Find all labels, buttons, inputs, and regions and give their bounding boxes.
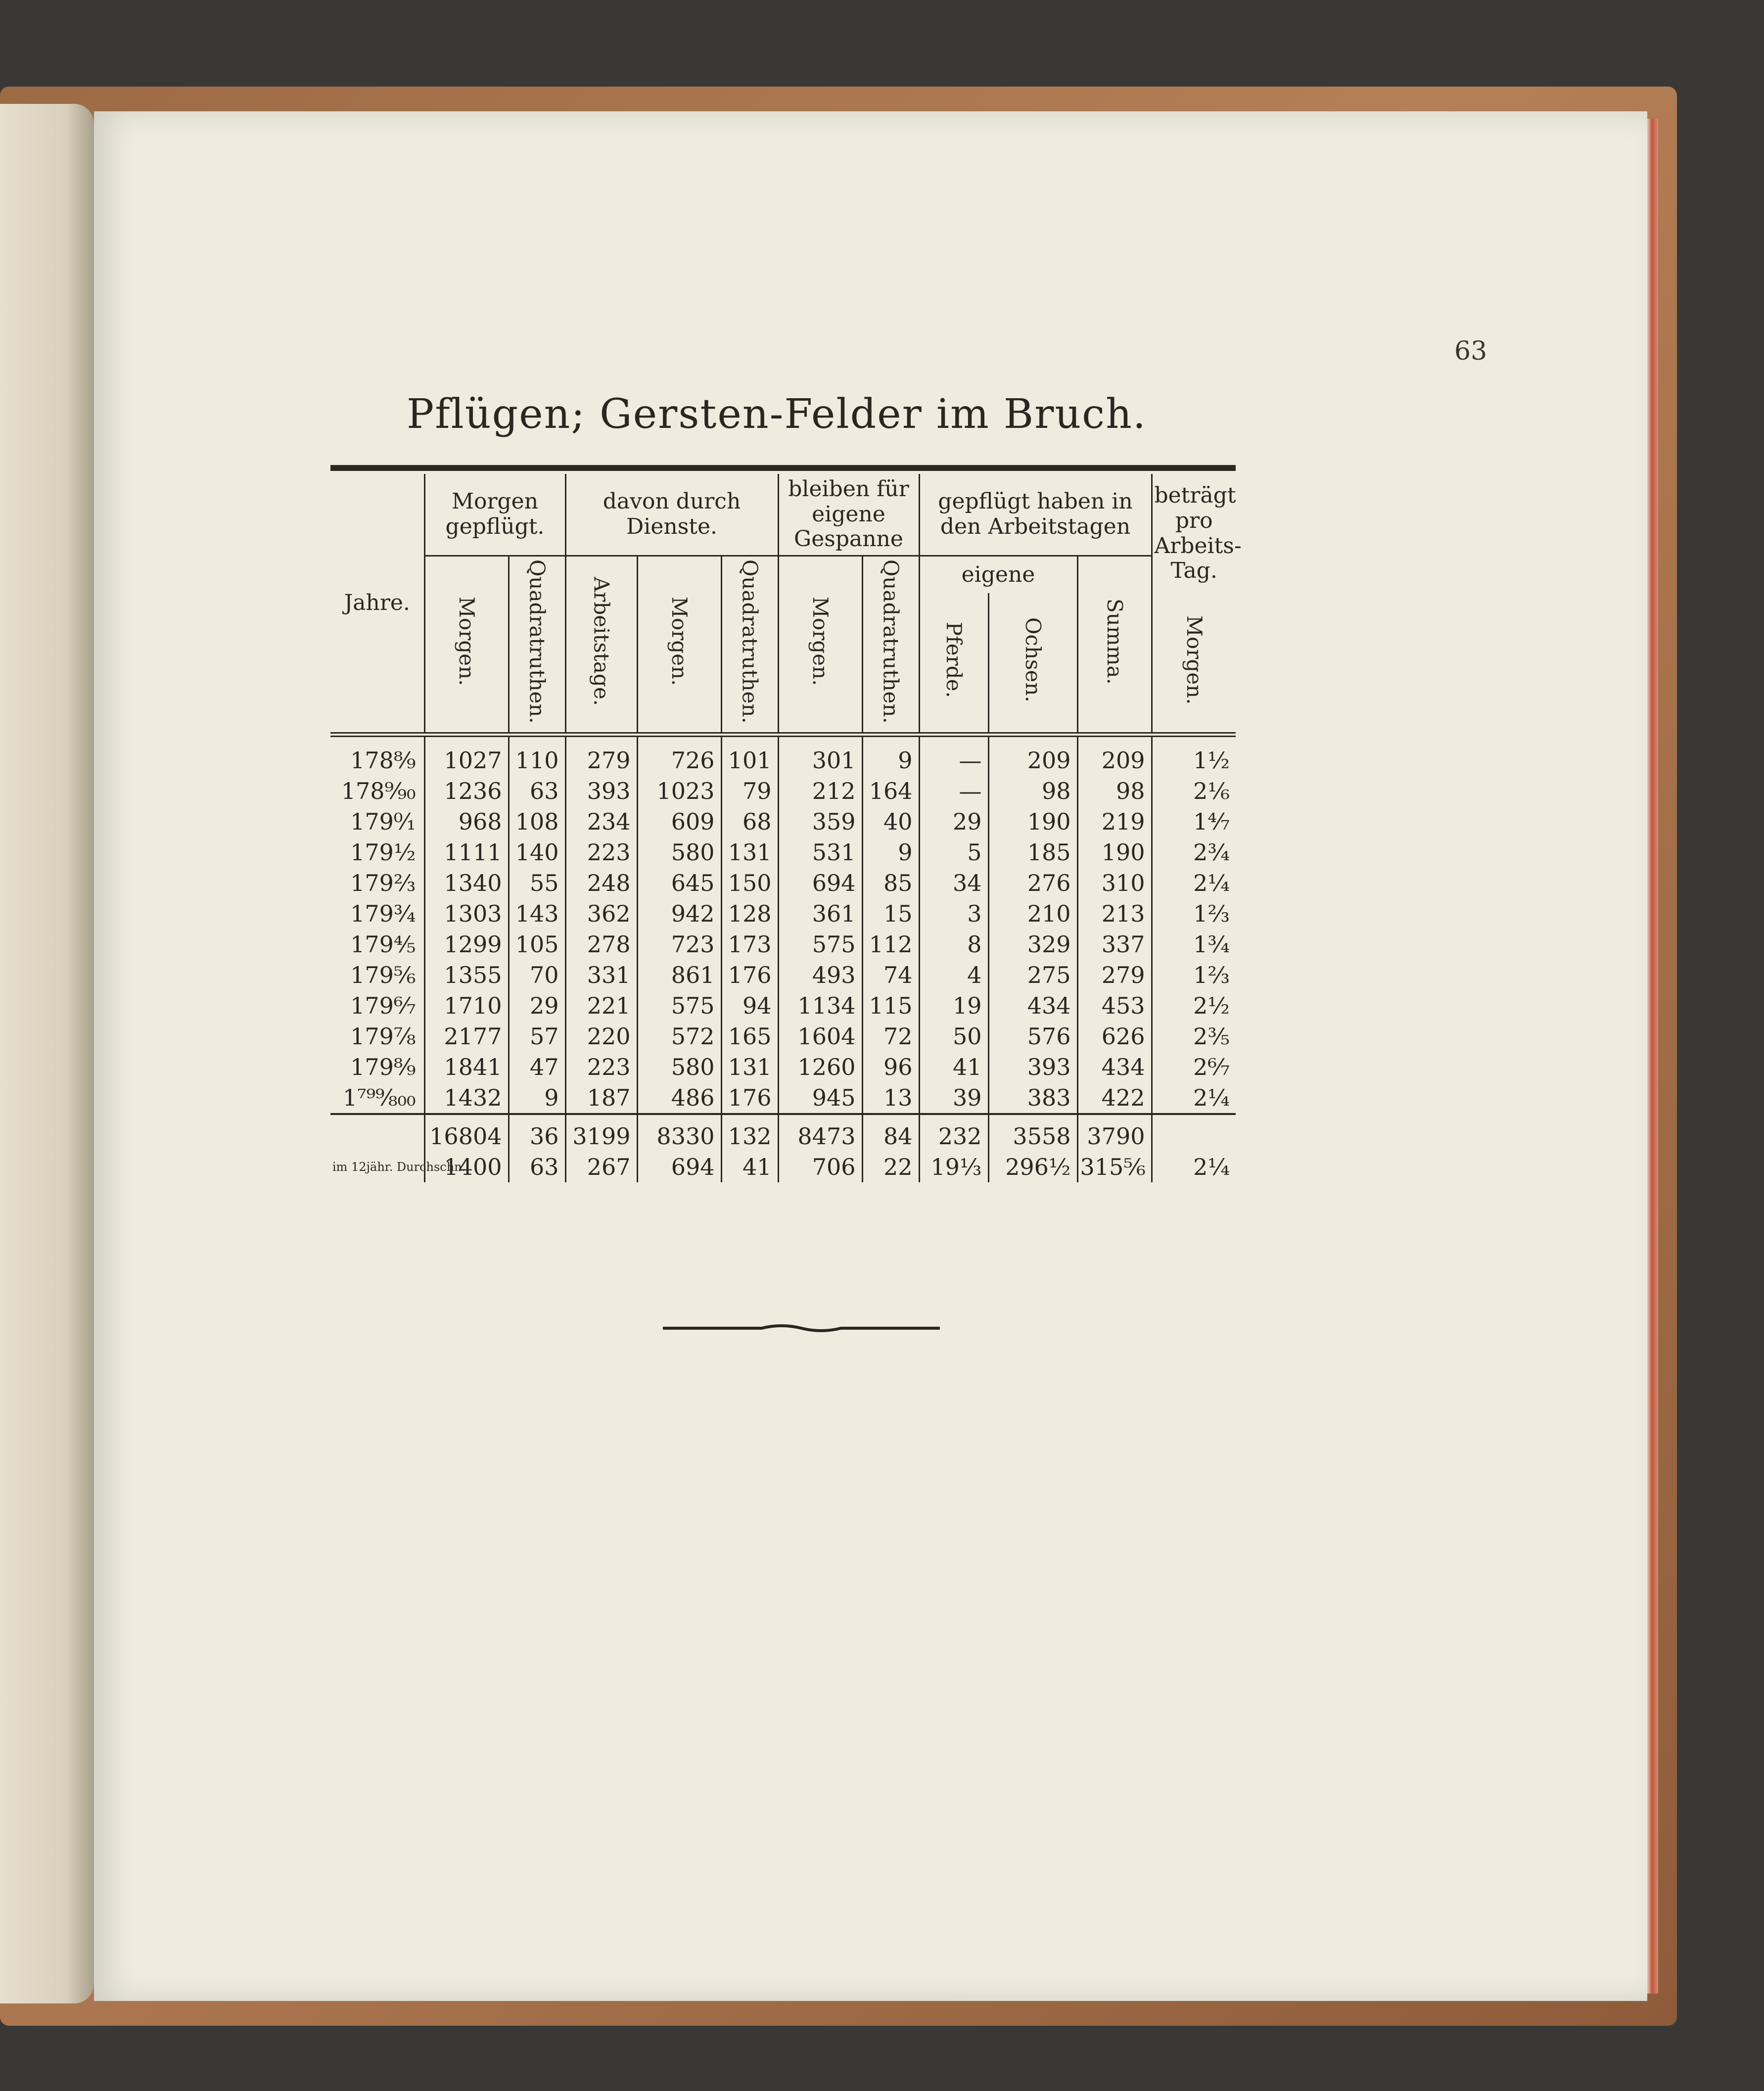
cell-pt — [1152, 1114, 1236, 1152]
cell-row-label: im 12jähr. Durchschn. — [332, 1160, 466, 1174]
cell-dq: 176 — [721, 960, 778, 990]
cell-bm: 361 — [778, 898, 862, 929]
cell-dq: 79 — [721, 776, 778, 806]
table-row — [330, 990, 1236, 1021]
cell-bq: 96 — [862, 1052, 919, 1082]
cell-bq: 112 — [862, 929, 919, 960]
cell-pt: 1½ — [1152, 735, 1236, 776]
header-jahre: Jahre. — [344, 590, 410, 615]
cell-year: 178⁸⁄₉ — [330, 735, 424, 776]
cell-q: 140 — [509, 837, 565, 868]
cell-year: 179¾ — [350, 900, 416, 928]
cell-year: 179⁸⁄₉ — [350, 1054, 416, 1081]
cell-pf: 34 — [919, 868, 988, 898]
cell-pf: — — [919, 776, 988, 806]
cell-oc: 276 — [988, 868, 1077, 898]
header-morgen-3: Morgen. — [778, 556, 862, 735]
data-table-wrap — [330, 465, 1242, 1182]
cell-pf: 41 — [919, 1052, 988, 1082]
sum-row — [330, 1114, 1236, 1152]
cell-dm: 575 — [637, 990, 721, 1021]
header-morgen-1: Morgen. — [424, 556, 509, 735]
table-row — [330, 1021, 1236, 1052]
cell-pt: 1⅔ — [1152, 960, 1236, 990]
cell-su: 190 — [1077, 837, 1152, 868]
cell-row-label — [330, 1114, 424, 1152]
cell-m: 1841 — [424, 1052, 509, 1082]
cell-bm: 575 — [778, 929, 862, 960]
cell-dm: 572 — [637, 1021, 721, 1052]
cell-bm: 694 — [778, 868, 862, 898]
cell-su: 209 — [1077, 735, 1152, 776]
cell-at: 221 — [565, 990, 637, 1021]
cell-at: 279 — [565, 735, 637, 776]
cell-dq: 173 — [721, 929, 778, 960]
cell-dm: 694 — [637, 1152, 721, 1182]
cell-pf: 19⅓ — [919, 1152, 988, 1182]
cell-at: 362 — [565, 898, 637, 929]
cell-dm: 942 — [637, 898, 721, 929]
table-row — [330, 1082, 1236, 1114]
cell-pt: 2¾ — [1152, 837, 1236, 868]
header-davon-durch-dienste: davon durch Dienste. — [565, 474, 778, 556]
cell-year: 179⁰⁄₁ — [350, 808, 416, 836]
cell-pt: 1⁴⁄₇ — [1152, 806, 1236, 837]
table-body — [330, 735, 1236, 1182]
cell-dq: 131 — [721, 837, 778, 868]
cell-dq: 132 — [721, 1114, 778, 1152]
cell-pf: 19 — [919, 990, 988, 1021]
cell-oc: 576 — [988, 1021, 1077, 1052]
cell-dm: 723 — [637, 929, 721, 960]
table-row — [330, 898, 1236, 929]
cell-year: 1⁷⁹⁹⁄₈₀₀ — [342, 1084, 416, 1112]
cell-year: 178⁹⁄₉₀ — [341, 778, 416, 805]
cell-q: 9 — [509, 1082, 565, 1114]
header-bleiben-fuer: bleiben für eigene Gespanne — [778, 474, 919, 556]
cell-pt: 2¼ — [1152, 1152, 1236, 1182]
cell-su: 3790 — [1077, 1114, 1152, 1152]
cell-year: 179⅘ — [350, 931, 416, 958]
cell-su: 422 — [1077, 1082, 1152, 1114]
cell-at: 223 — [565, 837, 637, 868]
top-rule — [330, 465, 1236, 471]
left-page-edge — [0, 104, 94, 2003]
cell-q: 108 — [509, 806, 565, 837]
cell-q: 47 — [509, 1052, 565, 1082]
cell-m: 1340 — [424, 868, 509, 898]
cell-oc: 3558 — [988, 1114, 1077, 1152]
cell-bq: 15 — [862, 898, 919, 929]
cell-pf: 232 — [919, 1114, 988, 1152]
cell-bq: 85 — [862, 868, 919, 898]
cell-pf: 4 — [919, 960, 988, 990]
header-pferde: Pferde. — [919, 593, 988, 735]
cell-pf: 50 — [919, 1021, 988, 1052]
cell-oc: 98 — [988, 776, 1077, 806]
cell-at: 267 — [565, 1152, 637, 1182]
cell-dq: 68 — [721, 806, 778, 837]
cell-year: 179⁷⁄₈ — [350, 1023, 416, 1050]
cell-dm: 861 — [637, 960, 721, 990]
cell-dm: 8330 — [637, 1114, 721, 1152]
cell-m: 1111 — [424, 837, 509, 868]
cell-su: 213 — [1077, 898, 1152, 929]
cell-pt: 2½ — [1152, 990, 1236, 1021]
cell-m: 2177 — [424, 1021, 509, 1052]
cell-dq: 165 — [721, 1021, 778, 1052]
cell-oc: 210 — [988, 898, 1077, 929]
cell-at: 3199 — [565, 1114, 637, 1152]
header-morgen-gepfluegt: Morgen gepflügt. — [424, 474, 565, 556]
page-number: 63 — [1454, 336, 1487, 366]
cell-dm: 609 — [637, 806, 721, 837]
cell-bm: 1134 — [778, 990, 862, 1021]
cell-dq: 176 — [721, 1082, 778, 1114]
cell-pt: 1¾ — [1152, 929, 1236, 960]
header-betraegt: beträgt pro Arbeits-Tag. — [1152, 474, 1236, 593]
table-row — [330, 837, 1236, 868]
ornamental-flourish — [663, 1321, 940, 1336]
cell-m: 1432 — [424, 1082, 509, 1114]
cell-at: 223 — [565, 1052, 637, 1082]
cell-m: 1400 — [424, 1152, 509, 1182]
plough-table — [330, 474, 1242, 1182]
cell-q: 143 — [509, 898, 565, 929]
cell-dq: 94 — [721, 990, 778, 1021]
cell-q: 57 — [509, 1021, 565, 1052]
table-row — [330, 735, 1236, 776]
cell-dm: 645 — [637, 868, 721, 898]
cell-dq: 41 — [721, 1152, 778, 1182]
cell-m: 1355 — [424, 960, 509, 990]
cell-bq: 9 — [862, 837, 919, 868]
cell-su: 626 — [1077, 1021, 1152, 1052]
cell-oc: 190 — [988, 806, 1077, 837]
header-quadratruthen-3: Quadratruthen. — [862, 556, 919, 735]
cell-su: 98 — [1077, 776, 1152, 806]
cell-dm: 726 — [637, 735, 721, 776]
cell-pt: 2⅗ — [1152, 1021, 1236, 1052]
header-arbeitstage: Arbeitstage. — [565, 556, 637, 735]
cell-bq: 115 — [862, 990, 919, 1021]
table-row — [330, 960, 1236, 990]
cell-dq: 128 — [721, 898, 778, 929]
cell-oc: 209 — [988, 735, 1077, 776]
table-row — [330, 776, 1236, 806]
cell-su: 434 — [1077, 1052, 1152, 1082]
header-summa: Summa. — [1077, 556, 1152, 735]
cell-su: 279 — [1077, 960, 1152, 990]
cell-at: 234 — [565, 806, 637, 837]
cell-at: 187 — [565, 1082, 637, 1114]
header-morgen-2: Morgen. — [637, 556, 721, 735]
cell-oc: 393 — [988, 1052, 1077, 1082]
cell-q: 63 — [509, 1152, 565, 1182]
average-row — [330, 1152, 1236, 1182]
cell-bm: 8473 — [778, 1114, 862, 1152]
table-row — [330, 929, 1236, 960]
table-row — [330, 806, 1236, 837]
cell-su: 219 — [1077, 806, 1152, 837]
cell-pt: 1⅔ — [1152, 898, 1236, 929]
cell-bq: 9 — [862, 735, 919, 776]
cell-pt: 2⅙ — [1152, 776, 1236, 806]
cell-oc: 296½ — [988, 1152, 1077, 1182]
table-row — [330, 1052, 1236, 1082]
cell-bq: 84 — [862, 1114, 919, 1152]
cell-at: 220 — [565, 1021, 637, 1052]
cell-su: 310 — [1077, 868, 1152, 898]
cell-bm: 1604 — [778, 1021, 862, 1052]
cell-dm: 580 — [637, 837, 721, 868]
header-quadratruthen-2: Quadratruthen. — [721, 556, 778, 735]
cell-q: 29 — [509, 990, 565, 1021]
cell-at: 248 — [565, 868, 637, 898]
cell-bm: 945 — [778, 1082, 862, 1114]
cell-year: 179½ — [350, 839, 416, 866]
cell-at: 331 — [565, 960, 637, 990]
cell-pf: 39 — [919, 1082, 988, 1114]
table-title: Pflügen; Gersten-Felder im Bruch. — [407, 391, 1147, 438]
cell-pf: 8 — [919, 929, 988, 960]
cell-dm: 1023 — [637, 776, 721, 806]
cell-oc: 185 — [988, 837, 1077, 868]
cell-bq: 22 — [862, 1152, 919, 1182]
cell-bq: 74 — [862, 960, 919, 990]
cell-pt: 2¼ — [1152, 1082, 1236, 1114]
cell-bm: 1260 — [778, 1052, 862, 1082]
cell-at: 278 — [565, 929, 637, 960]
cell-q: 110 — [509, 735, 565, 776]
cell-year: 179⁶⁄₇ — [350, 992, 416, 1020]
header-ochsen: Ochsen. — [988, 593, 1077, 735]
cell-pf: 3 — [919, 898, 988, 929]
cell-bm: 493 — [778, 960, 862, 990]
cell-bm: 212 — [778, 776, 862, 806]
cell-q: 63 — [509, 776, 565, 806]
cell-bm: 531 — [778, 837, 862, 868]
cell-bq: 13 — [862, 1082, 919, 1114]
cell-q: 70 — [509, 960, 565, 990]
cell-dq: 131 — [721, 1052, 778, 1082]
header-eigene: eigene — [919, 556, 1077, 593]
cell-bm: 301 — [778, 735, 862, 776]
cell-year: 179⅚ — [350, 962, 416, 989]
table-row — [330, 868, 1236, 898]
cell-pt: 2¼ — [1152, 868, 1236, 898]
cell-at: 393 — [565, 776, 637, 806]
cell-q: 36 — [509, 1114, 565, 1152]
cell-m: 1710 — [424, 990, 509, 1021]
cell-dq: 150 — [721, 868, 778, 898]
cell-dm: 580 — [637, 1052, 721, 1082]
cell-oc: 434 — [988, 990, 1077, 1021]
cell-pf: 5 — [919, 837, 988, 868]
header-quadratruthen-1: Quadratruthen. — [509, 556, 565, 735]
cell-m: 1299 — [424, 929, 509, 960]
cell-oc: 383 — [988, 1082, 1077, 1114]
cell-m: 1236 — [424, 776, 509, 806]
cell-pf: — — [919, 735, 988, 776]
cell-bq: 40 — [862, 806, 919, 837]
cell-su: 337 — [1077, 929, 1152, 960]
cell-su: 315⅚ — [1077, 1152, 1152, 1182]
cell-bm: 706 — [778, 1152, 862, 1182]
header-gepfluegt-haben: gepflügt haben in den Arbeitstagen — [919, 474, 1152, 556]
cell-m: 968 — [424, 806, 509, 837]
cell-bq: 72 — [862, 1021, 919, 1052]
cell-q: 105 — [509, 929, 565, 960]
page-edge-red — [1647, 119, 1658, 1994]
cell-year: 179⅔ — [350, 870, 416, 897]
cell-m: 1027 — [424, 735, 509, 776]
cell-m: 16804 — [424, 1114, 509, 1152]
cell-m: 1303 — [424, 898, 509, 929]
cell-oc: 275 — [988, 960, 1077, 990]
cell-oc: 329 — [988, 929, 1077, 960]
cell-pf: 29 — [919, 806, 988, 837]
cell-q: 55 — [509, 868, 565, 898]
cell-bm: 359 — [778, 806, 862, 837]
cell-dm: 486 — [637, 1082, 721, 1114]
cell-dq: 101 — [721, 735, 778, 776]
cell-bq: 164 — [862, 776, 919, 806]
cell-su: 453 — [1077, 990, 1152, 1021]
header-morgen-4: Morgen. — [1152, 593, 1236, 735]
cell-pt: 2⁶⁄₇ — [1152, 1052, 1236, 1082]
